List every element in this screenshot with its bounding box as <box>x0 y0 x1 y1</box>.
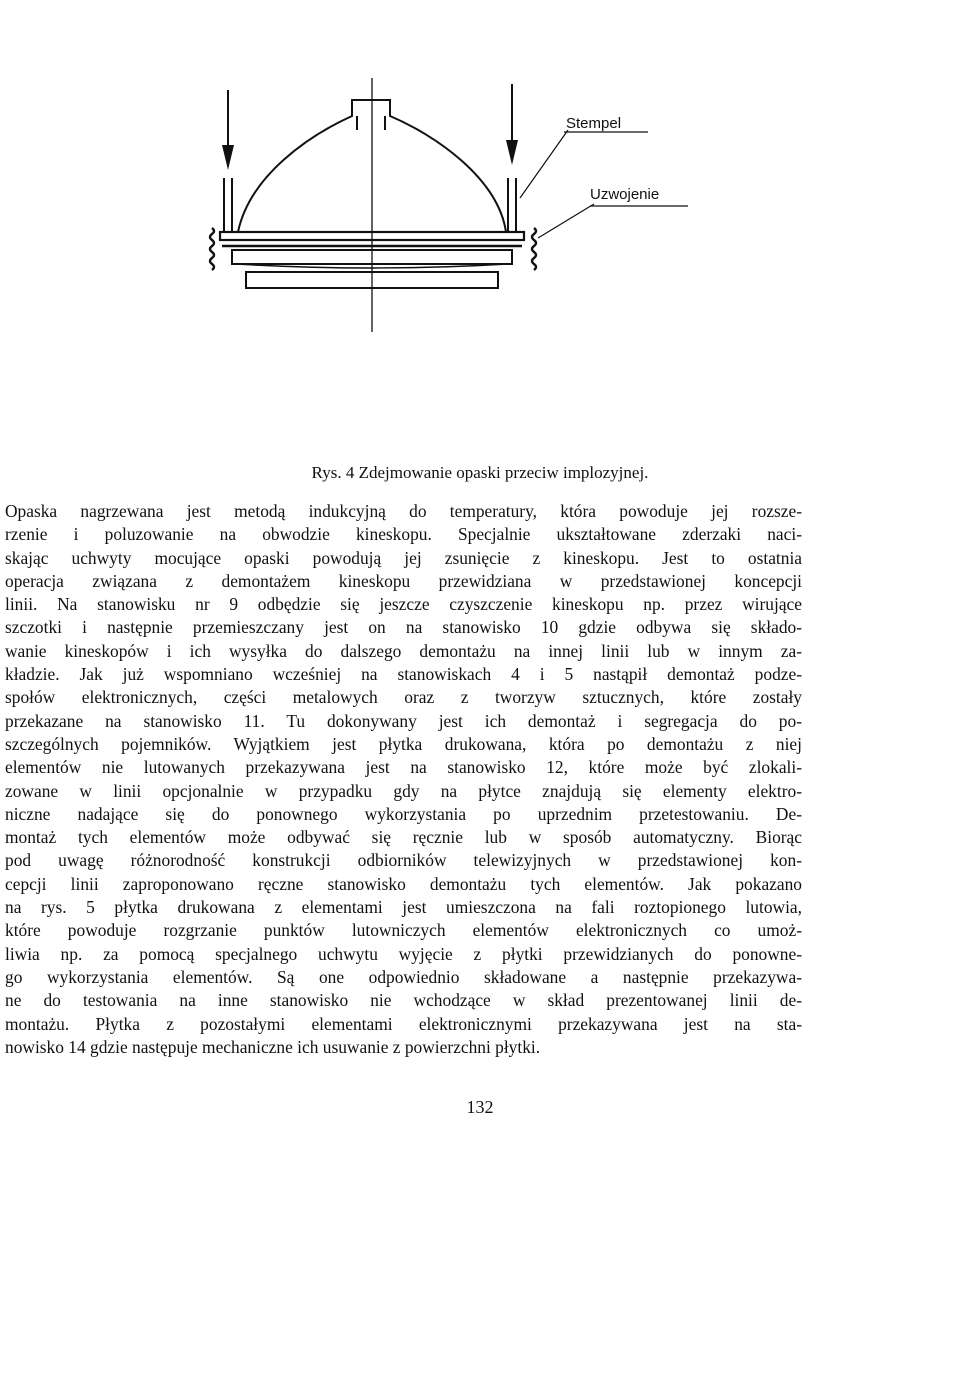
paragraph-line: elementów nie lutowanych przekazywana jest na stanowisko 12, które może być zlokali- <box>5 757 802 778</box>
paragraph-line: liwia np. za pomocą specjalnego uchwytu wyjęcie z płytki przewidzianych do ponowne- <box>5 943 802 964</box>
paragraph-line: szczotki i następnie przemieszczany jest on na stanowisko 10 gdzie odbywa się składo- <box>5 617 802 638</box>
winding-leader-line <box>538 204 594 238</box>
figure-caption: Rys. 4 Zdejmowanie opaski przeciw implozyjnej. <box>311 463 649 482</box>
paragraph-line: rzenie i poluzowanie na obwodzie kineskopu. Specjalnie ukształtowane zderzaki naci- <box>5 524 802 545</box>
body-paragraph <box>5 500 802 1059</box>
paragraph-line: niczne nadające się do ponownego wykorzystania po uprzednim przetestowaniu. De- <box>5 803 802 824</box>
winding-label: Uzwojenie <box>590 186 660 203</box>
paragraph-line: na rys. 5 płytka drukowana z elementami jest umieszczona na fali roztopionego lutowia, <box>5 897 802 918</box>
paragraph-line: zowane w linii opcjonalnie w przypadku gdy na płytce znajdują się elementy elektro- <box>5 780 802 801</box>
figure-tube-band-removal <box>180 60 740 360</box>
paragraph-line: Opaska nagrzewana jest metodą indukcyjną do temperatury, która powoduje jej rozsze- <box>5 501 802 521</box>
paragraph-line: szczególnych pojemników. Wyjątkiem jest płytka drukowana, która po demontażu z niej <box>5 733 802 754</box>
right-winding-coil <box>532 228 536 270</box>
stamp-leader-line <box>520 130 568 198</box>
paragraph-line: przekazane na stanowisko 11. Tu dokonywany jest ich demontaż i segregacja do po- <box>5 710 802 731</box>
tube-neck-inner <box>357 116 385 130</box>
left-winding-coil <box>210 228 214 270</box>
paragraph-line: montażu. Płytka z pozostałymi elementami elektronicznymi przekazywana jest na sta- <box>5 1013 802 1034</box>
paragraph-line: społów elektronicznych, części metalowych oraz z tworzyw sztucznych, które zostały <box>5 687 802 708</box>
paragraph-line: kładzie. Jak już wspomniano wcześniej na stanowiskach 4 i 5 nastąpił demontaż podze- <box>5 664 802 685</box>
paragraph-line: nowisko 14 gdzie następuje mechaniczne ich usuwanie z powierzchni płytki. <box>5 1036 541 1057</box>
paragraph-line: ne do testowania na inne stanowisko nie wchodzące w skład prezentowanej linii de- <box>5 990 802 1011</box>
paragraph-line: go wykorzystania elementów. Są one odpowiednio składowane a następnie przekazywa- <box>5 966 802 987</box>
paragraph-line: linii. Na stanowisku nr 9 odbędzie się jeszcze czyszczenie kineskopu np. przez wirujące <box>5 594 802 615</box>
paragraph-line: cepcji linii zaproponowano ręczne stanowisko demontażu tych elementów. Jak pokazano <box>5 873 802 894</box>
paragraph-line: które powoduje rozgrzanie punktów lutowniczych elementów elektronicznych co umoż- <box>5 920 802 941</box>
paragraph-line: wanie kineskopów i ich wysyłka do dalszego demontażu na innej linii lub w innym za- <box>5 640 802 661</box>
paragraph-line: skając uchwyty mocujące opaski powodują jej zsunięcie z kineskopu. Jest to ostatnia <box>5 547 802 568</box>
stamp-label: Stempel <box>566 115 622 132</box>
paragraph-line: operacja związana z demontażem kineskopu przewidziana w przedstawionej koncepcji <box>5 570 802 591</box>
paragraph-line: pod uwagę różnorodność konstrukcji odbiorników telewizyjnych w przedstawionej kon- <box>5 850 802 871</box>
paragraph-line: montaż tych elementów może odbywać się ręcznie lub w sposób automatyczny. Biorąc <box>5 827 802 848</box>
page-number: 132 <box>466 1097 494 1117</box>
